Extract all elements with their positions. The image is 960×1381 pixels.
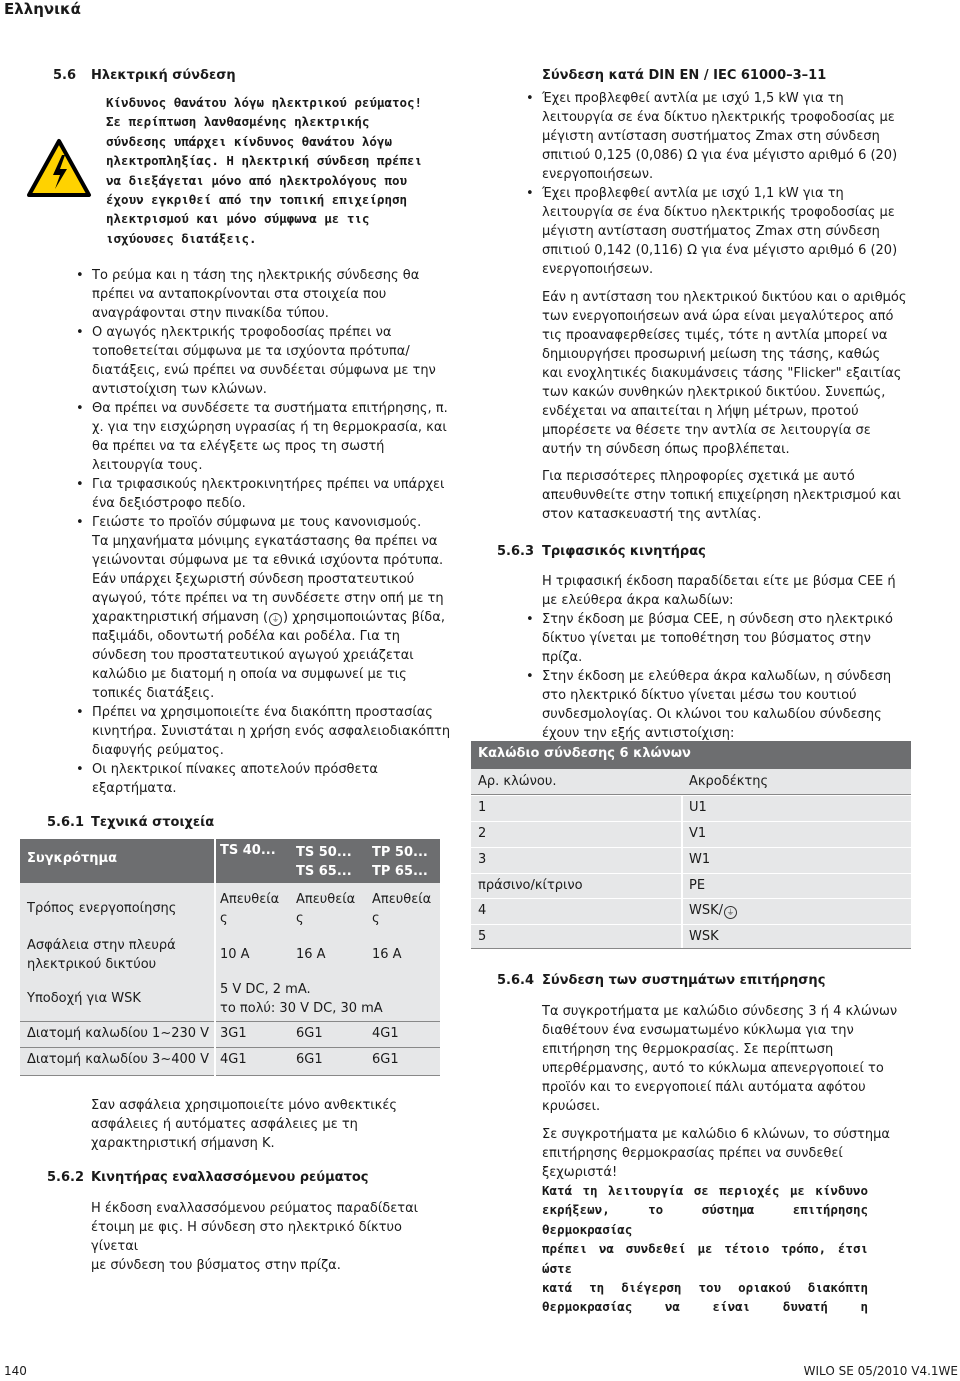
terminal-cell: WSK/ ⏚: [689, 903, 738, 919]
bullet-cee-plug: • Στην έκδοση με βύσμα CEE, η σύνδεση στο ηλεκτρικό δίκτυο γίνεται με τοποθέτηση του βύσματος στην πρίζα.: [526, 610, 906, 667]
wire-cell: 5: [478, 929, 487, 944]
row-cable-400-c1: 4G1: [220, 1052, 247, 1067]
header-label: Συγκρότημα: [27, 851, 118, 866]
header-tp50-65: TP 50... TP 65...: [372, 845, 428, 879]
din-paragraph-1: Εάν η αντίσταση του ηλεκτρικού δικτύου και ο αριθμός των ενεργοποιήσεων ανά ώρα είναι μεγαλύτερος από τις προαναφερθείσες τιμές, τότε η αντλία μπορεί να δημιουργήσει προσωρινή μείωση της τάσης, καθώς και ενοχλητικές διακυμάνσεις τάσης "Flicker" εξαιτίας των κακών συνθηκών ηλεκτρικού δικτύου. Συνεπώς, ενδέχεται να απαιτείται η λήψη μέτρων, προτού μπορέσετε να θέσετε την αντλία σε λειτουργία σε αυτήν τη σύνδεση όπως προβλέπεται.: [542, 290, 907, 457]
col-terminal: Ακροδέκτης: [689, 774, 769, 789]
row-cable-230-c3: 4G1: [372, 1026, 399, 1041]
section-5-6-4-heading: 5.6.4 Σύνδεση των συστημάτων επιτήρησης: [497, 973, 826, 988]
wire-cell: 1: [478, 800, 487, 815]
row-cable-400-label: Διατομή καλωδίου 3~400 V: [27, 1052, 210, 1067]
row-fuse-c3: 16 A: [372, 947, 402, 962]
row-activation-label: Τρόπος ενεργοποίησης: [27, 901, 177, 916]
terminal-cell: PE: [689, 878, 706, 893]
din-section-title: Σύνδεση κατά DIN EN / IEC 61000–3–11: [542, 68, 827, 83]
technical-data-table: [20, 839, 440, 1076]
row-activation-c3: Απευθεία ς: [372, 892, 432, 926]
section-5-6-heading: 5.6 Ηλεκτρική σύνδεση: [53, 68, 236, 83]
explosion-zone-warning: Κατά τη λειτουργία σε περιοχές με κίνδυνο εκρήξεων, το σύστημα επιτήρησης θερμοκρασίας πρέπει να συνδεθεί με τέτοιο τρόπο, έτσι ώστε κατά τη διέγερση του οριακού διακόπτη θερμοκρασίας να είναι δυνατή η: [542, 1183, 868, 1315]
section-5-6-4-paragraph-2: Σε συγκροτήματα με καλώδιο 6 κλώνων, το σύστημα επιτήρησης θερμοκρασίας πρέπει να συνδεθεί ξεχωριστά!: [542, 1127, 890, 1180]
section-5-6-2-heading: 5.6.2 Κινητήρας εναλλασσόμενου ρεύματος: [47, 1170, 369, 1185]
row-cable-230-c1: 3G1: [220, 1026, 247, 1041]
wire-cell: πράσινο/κίτρινο: [478, 878, 583, 893]
header-ts50-65: TS 50... TS 65...: [296, 845, 352, 879]
terminal-cell: WSK: [689, 929, 719, 944]
row-fuse-label: Ασφάλεια στην πλευρά ηλεκτρικού δικτύου: [27, 938, 176, 972]
din-bullet-list: [526, 89, 906, 279]
cable-assignment-table: [471, 741, 911, 949]
din-paragraph-2: Για περισσότερες πληροφορίες σχετικά με αυτό απευθυνθείτε στην τοπική επιχείρηση ηλεκτρισμού και στον κατασκευαστή της αντλίας.: [542, 469, 901, 522]
bullet-switchboxes: • Οι ηλεκτρικοί πίνακες αποτελούν πρόσθετα εξαρτήματα.: [76, 760, 456, 798]
terminal-cell: V1: [689, 826, 707, 841]
wire-cell: 4: [478, 903, 487, 918]
row-wsk-label: Υποδοχή για WSK: [27, 991, 141, 1006]
terminal-cell: W1: [689, 852, 711, 867]
electrical-warning-block: Κίνδυνος θανάτου λόγω ηλεκτρικού ρεύματος! Σε περίπτωση λανθασμένης ηλεκτρικής σύνδεσης υπάρχει κίνδυνος θανάτου λόγω ηλεκτροπληξίας. Η ηλεκτρική σύνδεση πρέπει να διεξάγεται μόνο από ηλεκτρολόγους που έχουν εγκριθεί από την τοπική επιχείρηση ηλεκτρισμού και μόνο σύμφωνα με τις ισχύουσες διατάξεις.: [106, 95, 423, 246]
row-activation-c1: Απευθεία ς: [220, 892, 280, 926]
section-5-6-3-intro: Η τριφασική έκδοση παραδίδεται είτε με βύσμα CEE ή με ελεύθερα άκρα καλωδίων:: [542, 574, 896, 608]
row-cable-230-c2: 6G1: [296, 1026, 323, 1041]
wire-cell: 2: [478, 826, 487, 841]
din-bullet-1-1kw: • Έχει προβλεφθεί αντλία με ισχύ 1,1 kW για τη λειτουργία σε ένα δίκτυο ηλεκτρικής τροφοδοσίας με μέγιστη αντίσταση συστήματος Zmax στη σύνδεση σπιτιού 0,142 (0,116) Ω για ένα μέγιστο αριθμό 6 (20) ενεργοποιήσεων.: [526, 184, 906, 279]
row-fuse-c1: 10 A: [220, 947, 250, 962]
row-activation-c2: Απευθεία ς: [296, 892, 356, 926]
row-cable-400-c3: 6G1: [372, 1052, 399, 1067]
language-label: Ελληνικά: [4, 0, 81, 18]
high-voltage-warning-icon: [26, 138, 92, 198]
document-reference: WILO SE 05/2010 V4.1WE: [803, 1364, 958, 1378]
row-wsk-value: 5 V DC, 2 mA. το πολύ: 30 V DC, 30 mA: [220, 982, 383, 1016]
section-5-6-4-paragraph-1: Τα συγκροτήματα με καλώδιο σύνδεσης 3 ή 4 κλώνων διαθέτουν ένα ενσωματωμένο κύκλωμα για την επιτήρηση της θερμοκρασίας. Σε περίπτωση υπερθέρμανσης, αυτό το κύκλωμα απενεργοποιεί το προϊόν και το ενεργοποιεί πάλι αυτόματα αφότου κρυώσει.: [542, 1004, 898, 1114]
section-5-6-2-text: Η έκδοση εναλλασσόμενου ρεύματος παραδίδεται έτοιμη με φις. Η σύνδεση στο ηλεκτρικό δίκτυο γίνεται με σύνδεση του βύσματος στην πρίζα.: [91, 1201, 419, 1273]
bullet-rotating-field: • Για τριφασικούς ηλεκτροκινητήρες πρέπει να υπάρχει ένα δεξιόστροφο πεδίο.: [76, 475, 456, 513]
three-phase-bullet-list: [526, 610, 906, 743]
col-wire-number: Αρ. κλώνου.: [478, 774, 557, 789]
connection-bullet-list: [76, 266, 456, 798]
row-cable-230-label: Διατομή καλωδίου 1~230 V: [27, 1026, 210, 1041]
cable-table-title: Καλώδιο σύνδεσης 6 κλώνων: [478, 746, 691, 761]
fuse-note: Σαν ασφάλεια χρησιμοποιείτε μόνο ανθεκτικές ασφάλειες ή αυτόματες ασφάλειες με τη χαρακτηριστική σήμανση K.: [91, 1098, 397, 1151]
section-5-6-1-heading: 5.6.1 Τεχνικά στοιχεία: [47, 815, 215, 830]
row-fuse-c2: 16 A: [296, 947, 326, 962]
din-bullet-1-5kw: • Έχει προβλεφθεί αντλία με ισχύ 1,5 kW για τη λειτουργία σε ένα δίκτυο ηλεκτρικής τροφοδοσίας με μέγιστη αντίσταση συστήματος Zmax στη σύνδεση σπιτιού 0,125 (0,086) Ω για ένα μέγιστο αριθμό 6 (20) ενεργοποιήσεων.: [526, 89, 906, 184]
page-number: 140: [4, 1364, 27, 1378]
wire-cell: 3: [478, 852, 487, 867]
earth-ground-icon: ⏚: [269, 613, 282, 626]
row-cable-400-c2: 6G1: [296, 1052, 323, 1067]
bullet-monitoring: • Θα πρέπει να συνδέσετε τα συστήματα επιτήρησης, π. χ. για την εισχώρηση υγρασίας ή τη θερμοκρασία, και θα πρέπει να τα ελέγξετε ως προς τη σωστή λειτουργία τους.: [76, 399, 456, 475]
bullet-rated-current: • Το ρεύμα και η τάση της ηλεκτρικής σύνδεσης θα πρέπει να ανταποκρίνονται στα στοιχεία που αναγράφονται στην πινακίδα τύπου.: [76, 266, 456, 323]
bullet-supply-cable: • Ο αγωγός ηλεκτρικής τροφοδοσίας πρέπει να τοποθετείται σύμφωνα με τα ισχύοντα πρότυπα/ διατάξεις, ενώ πρέπει να συνδέεται σύμφωνα με την αντιστοίχιση των κλώνων.: [76, 323, 456, 399]
bullet-free-cable-ends: • Στην έκδοση με ελεύθερα άκρα καλωδίων, η σύνδεση στο ηλεκτρικό δίκτυο γίνεται μέσω του κουτιού συνδεσμολογίας. Οι κλώνοι του καλωδίου σύνδεσης έχουν την εξής αντιστοίχιση:: [526, 667, 906, 743]
section-5-6-3-heading: 5.6.3 Τριφασικός κινητήρας: [497, 544, 706, 559]
header-ts40: TS 40...: [220, 843, 276, 858]
bullet-earthing: • Γειώστε το προϊόν σύμφωνα με τους κανονισμούς. Τα μηχανήματα μόνιμης εγκατάστασης θα πρέπει να γειώνονται σύμφωνα με τα εθνικά ισχύοντα πρότυπα. Εάν υπάρχει ξεχωριστή σύνδεση προστατευτικού αγωγού, τότε πρέπει να τη συνδέσετε στην οπή με τη χαρακτηριστική σήμανση ( ⏚ ) χρησιμοποιώντας βίδα, παξιμάδι, οδοντωτή ροδέλα και ροδέλα. Για τη σύνδεση του προστατευτικού αγωγού χρειάζεται καλώδιο με διατομή η οποία να συμφωνεί με τις τοπικές διατάξεις.: [76, 513, 456, 703]
bullet-motor-protection: • Πρέπει να χρησιμοποιείτε ένα διακόπτη προστασίας κινητήρα. Συνιστάται η χρήση ενός ασφαλειοδιακόπτη διαφυγής ρεύματος.: [76, 703, 456, 760]
earth-ground-icon: ⏚: [724, 906, 737, 919]
terminal-cell: U1: [689, 800, 707, 815]
